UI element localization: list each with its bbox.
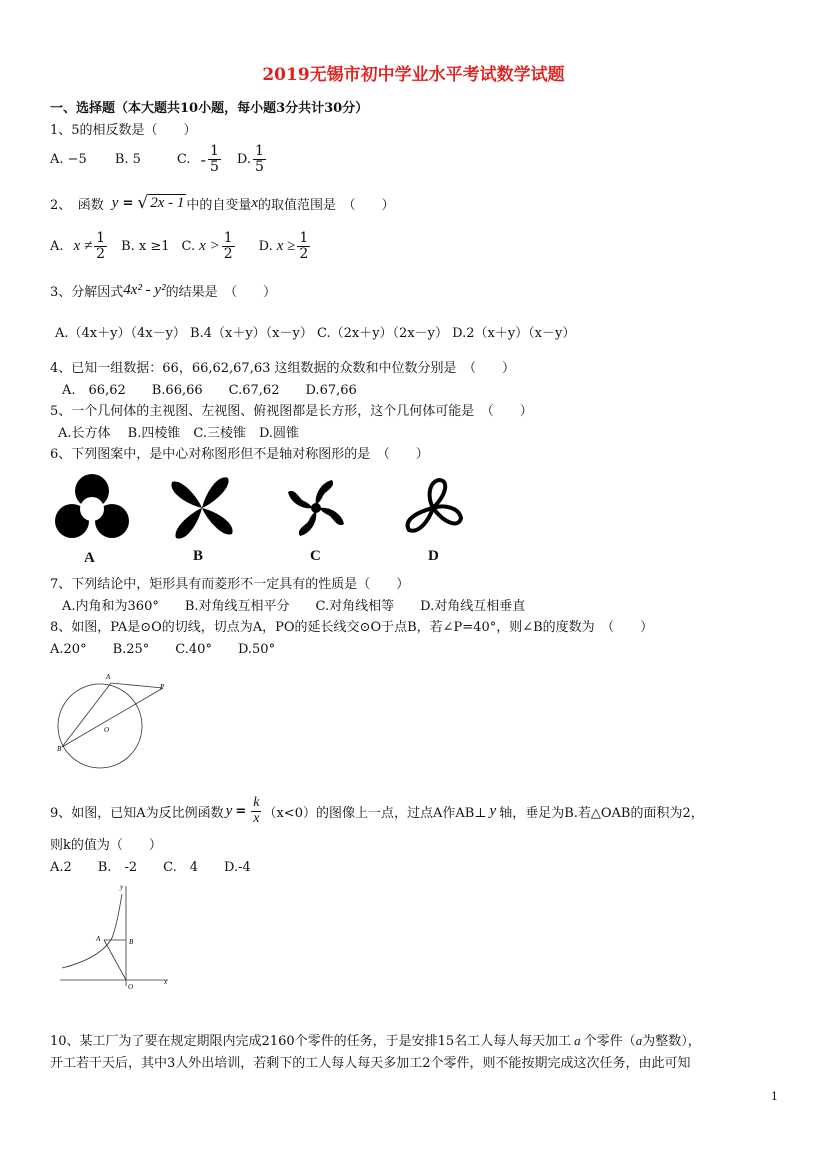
page-title: 2019无锡市初中学业水平考试数学试题 bbox=[262, 65, 565, 85]
option-a: A. −5 bbox=[50, 151, 87, 167]
question-4-options: A. 66,62 B.66,66 C.67,62 D.67,66 bbox=[62, 383, 357, 398]
question-10-line2: 开工若干天后，其中3人外出培训，若剩下的工人每人每天多加工2个零件，则不能按期完成这次任务，由此可知 bbox=[50, 1056, 691, 1071]
question-9-stem: 9、如图，已知A为反比例函数 y = $\frac{k}{x}$ （x<0）的图像上一点，过点A作AB⊥ y 轴，垂足为B.若△OAB的面积为2， bbox=[50, 794, 704, 826]
question-7-options: A.内角和为360° B.对角线互相平分 C.对角线相等 D.对角线互相垂直 bbox=[62, 599, 526, 614]
question-1-options bbox=[50, 139, 268, 179]
origin-label: O bbox=[128, 983, 134, 991]
option-c-sign: - bbox=[200, 149, 206, 169]
section-heading: 一、选择题（本大题共10小题，每小题3分共计30分） bbox=[50, 101, 369, 116]
question-10-line1: 10、某工厂为了要在规定期限内完成2160个零件的任务，于是安排15名工人每人每天加工 a 个零件（a为整数）， bbox=[50, 1033, 701, 1049]
figure-d-loop-flower-icon bbox=[397, 470, 471, 542]
figure-a-trefoil-icon bbox=[52, 473, 132, 545]
question-4-stem: 4、已知一组数据：66，66,62,67,63 这组数据的众数和中位数分别是 （ ） bbox=[50, 361, 516, 376]
question-2-stem: 2、 函数 y = √ 2x - 1 中的自变量 x 的取值范围是 （ ） bbox=[50, 193, 395, 213]
question-3-options: A.（4x＋y）（4x－y） B.4（x＋y）（x－y） C.（2x＋y）（2x－y） D.2（x＋y）（x－y） bbox=[55, 326, 576, 341]
axis-x-label: x bbox=[164, 978, 168, 986]
question-8-circle-figure bbox=[50, 668, 180, 768]
figure-label-a: A bbox=[84, 550, 95, 566]
point-b-label: B bbox=[57, 745, 62, 753]
point-b-label: B bbox=[129, 938, 134, 946]
option-c-label: C. bbox=[176, 151, 191, 167]
question-1-stem: 1、5的相反数是（ ） bbox=[50, 123, 197, 138]
figure-c-pinwheel-icon bbox=[280, 473, 352, 543]
page-number: 1 bbox=[771, 1090, 778, 1103]
question-3-stem: 3、分解因式 4x² - y² 的结果是 （ ） bbox=[50, 281, 277, 300]
question-6-stem: 6、下列图案中，是中心对称图形但不是轴对称图形的是 （ ） bbox=[50, 447, 429, 462]
question-9-options: A.2 B. -2 C. 4 D.-4 bbox=[50, 860, 251, 875]
point-p-label: P bbox=[160, 683, 165, 691]
point-a-label: A bbox=[106, 673, 111, 681]
question-9-line2: 则k的值为（ ） bbox=[50, 838, 162, 853]
question-8-stem: 8、如图，PA是⊙O的切线，切点为A，PO的延长线交⊙O于点B，若∠P=40°，则∠B的度数为 （ ） bbox=[50, 620, 654, 635]
question-2-options: A. x ≠ $\frac{1}{2}$ B. x ≥1 C. x > $\frac{1}{2}$ D. x ≥ $\frac{1}{2}$ bbox=[50, 229, 309, 262]
question-9-graph-figure bbox=[58, 882, 178, 992]
question-5-stem: 5、一个几何体的主视图、左视图、俯视图都是长方形，这个几何体可能是 （ ） bbox=[50, 404, 533, 419]
figure-label-d: D bbox=[428, 548, 439, 564]
figure-label-b: B bbox=[193, 548, 204, 564]
option-d-fraction: $\frac{1}{5}$ bbox=[254, 142, 264, 175]
point-a-label: A bbox=[96, 935, 101, 943]
figure-b-four-petal-icon bbox=[168, 475, 236, 541]
question-7-stem: 7、下列结论中，矩形具有而菱形不一定具有的性质是（ ） bbox=[50, 577, 410, 592]
option-b: B. 5 bbox=[114, 151, 141, 167]
figure-label-c: C bbox=[310, 548, 321, 564]
question-5-options: A.长方体 B.四棱锥 C.三棱锥 D.圆锥 bbox=[58, 426, 300, 441]
option-c-fraction: $\frac{1}{5}$ bbox=[209, 142, 219, 175]
option-d-label: D. bbox=[236, 151, 251, 167]
point-o-label: O bbox=[104, 726, 110, 734]
axis-y-label: y bbox=[120, 883, 124, 891]
question-8-options: A.20° B.25° C.40° D.50° bbox=[50, 642, 276, 657]
sqrt-icon: √ bbox=[137, 193, 149, 213]
